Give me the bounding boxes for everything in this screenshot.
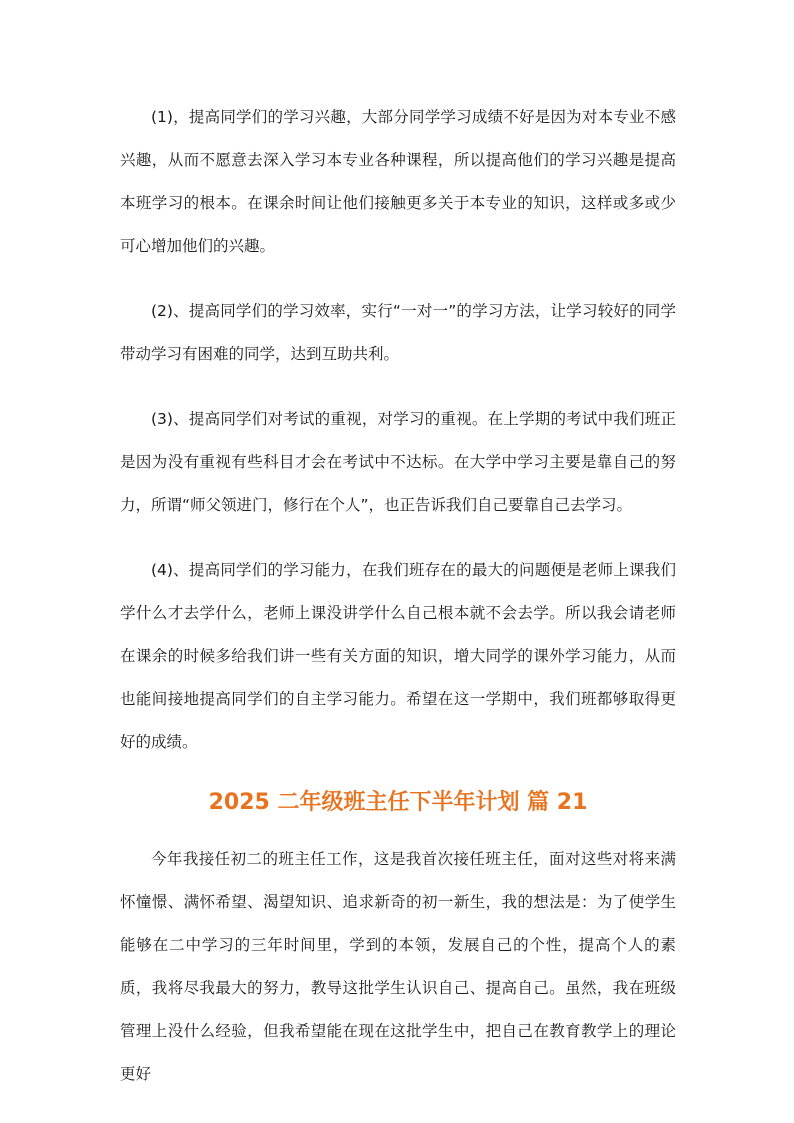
paragraph-item-2: (2)、提高同学们的学习效率，实行“一对一”的学习方法，让学习较好的同学带动学习有困难的同学，达到互助共利。 <box>120 302 676 363</box>
paragraph-item-3: (3)、提高同学们对考试的重视，对学习的重视。在上学期的考试中我们班正是因为没有重视有些科目才会在考试中不达标。在大学中学习主要是靠自己的努力，所谓“师父领进门，修行在个人”，也正告诉我们自己要靠自己去学习。 <box>120 410 676 514</box>
document-body <box>120 96 676 1118</box>
paragraph-item-1: (1)，提高同学们的学习兴趣，大部分同学学习成绩不好是因为对本专业不感兴趣，从而不愿意去深入学习本专业各种课程，所以提高他们的学习兴趣是提高本班学习的根本。在课余时间让他们接触更多关于本专业的知识，这样或多或少可心增加他们的兴趣。 <box>120 108 676 255</box>
section-heading: 2025 二年级班主任下半年计划 篇 21 <box>208 790 588 815</box>
paragraph-item-4: (4)、提高同学们的学习能力，在我们班存在的最大的问题便是老师上课我们学什么才去学什么，老师上课没讲学什么自己根本就不会去学。所以我会请老师在课余的时候多给我们讲一些有关方面的知识，增大同学的课外学习能力，从而也能间接地提高同学们的自主学习能力。希望在这一学期中，我们班都够取得更好的成绩。 <box>120 561 676 751</box>
paragraph-intro: 今年我接任初二的班主任工作，这是我首次接任班主任，面对这些对将来满怀憧憬、满怀希望、渴望知识、追求新奇的初一新生，我的想法是：为了使学生能够在二中学习的三年时间里，学到的本领，发展自己的个性，提高个人的素质，我将尽我最大的努力，教导这批学生认识自己、提高自己。虽然，我在班级管理上没什么经验，但我希望能在现在这批学生中，把自己在教育教学上的理论更好 <box>120 850 676 1083</box>
